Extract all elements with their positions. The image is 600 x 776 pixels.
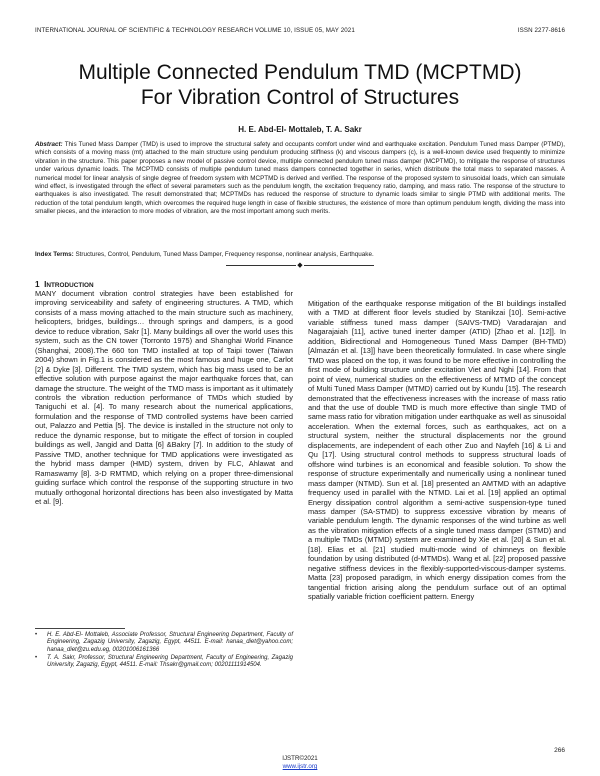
- index-terms: [35, 251, 565, 259]
- issn: ISSN 2277-8616: [517, 27, 565, 34]
- index-terms-label: Index Terms:: [35, 251, 74, 258]
- footnote-text: T. A. Sakr, Professor, Structural Engineering Department, Faculty of Engineering, Zagazig University, Zagazig, Egypt, 44511. E-mail: Thsakr@gmail.com; 00201111914504.: [47, 654, 293, 669]
- separator-line-left: [226, 265, 296, 266]
- title-line-1: Multiple Connected Pendulum TMD (MCPTMD): [78, 61, 522, 84]
- section-title-rest: NTRODUCTION: [46, 282, 94, 289]
- footnote-rule: [35, 628, 125, 629]
- authors: H. E. Abd-El- Mottaleb, T. A. Sakr: [238, 125, 362, 134]
- title-line-2: For Vibration Control of Structures: [140, 86, 460, 109]
- page-footer: [0, 755, 600, 771]
- footnote-item: [35, 632, 293, 654]
- paper-title: [30, 60, 570, 110]
- section-number: 1: [35, 280, 40, 289]
- abstract: [35, 141, 565, 217]
- footnotes: [35, 632, 293, 670]
- section-heading: [35, 280, 94, 289]
- footnote-item: [35, 655, 293, 670]
- footnote-bullet: •: [35, 654, 38, 661]
- body-left-column: MANY document vibration control strategies have been established for improving serviceability and safety of engineering structures. A TMD, which consists of a mass moving attached to the main structure such as machinery, helicopters, bridges, buildings… through springs and dampers, is a good device to reduce vibration, Sakr [1]. Many buildings all over the world uses this system, such as the CN tower (Torronto 1975) and Shanghai World Finance (Shanghai, 2008).The 660 ton TMD installed at top of Taipi tower (Taiwan 2004) shown in Fig.1 is considered as the most famous and huge one, Carlot [2] & Dyke [3]. Different. The TMD system, which has big mass used to be an effective solution with purpose against the major earthquake forces that, can damage the structure. The weight of the TMD mass is important as it ultimately controls the vibration reduction performance of TMDs which studied by Taniguchi et al. [4]. To many research about the numerical applications, formulation and the response of TMD controlled systems have been carried out, Palazzo and Pettia [5]. The device is installed in the structure not only to reduce the dynamic response, but to mitigate the effect of torsion in coupled buildings as well, Jangid and Datta [6] &Bakry [7]. In addition to the study of Passive TMD, another technique for TMD applications were investigated as the hybrid mass damper (HMD) system, driven by FLC, Ahlawat and Ramaswamy [8]. 3-D RMTMD, which relying on a proper three-dimensional guiding surface which control the response of the supporting structure in two mutually orthogonal horizontal directions has been also investigated by Matta et al. [9].: [35, 289, 293, 506]
- index-terms-text: Structures, Control, Pendulum, Tuned Mass Damper, Frequency response, nonlinear analysis, Earthquake.: [75, 251, 374, 258]
- separator-line-right: [304, 265, 374, 266]
- abstract-label: Abstract:: [35, 141, 63, 148]
- footer-copyright: IJSTR©2021: [282, 755, 318, 762]
- footnote-bullet: •: [35, 632, 38, 638]
- journal-name: INTERNATIONAL JOURNAL OF SCIENTIFIC & TECHNOLOGY RESEARCH VOLUME 10, ISSUE 05, MAY 2021: [35, 27, 355, 34]
- running-header: [35, 27, 565, 34]
- section-title-initial: I: [44, 280, 47, 289]
- diamond-icon: ◆: [297, 262, 303, 269]
- footnote-text: H. E. Abd-El- Mottaleb, Associate Professor, Structural Engineering Department, Faculty of Engineering, Zagazig University, Zagazig, Egypt, 44511. E-mail: hanaa_diet@yahoo.com; hanaa_diet@zu.edu.eg, 00201006161366: [47, 632, 293, 653]
- footer-url-link[interactable]: www.ijstr.org: [282, 763, 318, 770]
- abstract-text: This Tuned Mass Damper (TMD) is used to improve the structural safety and occupants comfort under wind and earthquake excitation. Pendulum Tuned mass Damper (PTMD), which consists of a moving mass (mt) attached to the main structure using pendulum producing stiffness (k) and viscous dampers (c), is a well-known device used frequently to minimize vibration in the structure. This paper proposes a new model of passive control device, multiple connected pendulum tuned mass damper (MCPTMD), to mitigate the response of structures under various dynamic loads. The MCPTMD consists of multiple pendulum tuned mass dampers connected together in series, which distribute the total mass to separated masses. A numerical model for linear analysis of single degree of freedom system with MCPTMD is derived and verified. The response of the proposed system to sinusoidal loads, which can simulate wind effect, is investigated through the effect of several parameters such as the pendulum length, the excitation frequency ratio, damping, and mass ratio. The response of the structure to earthquakes is also investigated. The result demonstrated that; MCPTMDs has reduced the response of structure to dynamic loads similar to single PTMD with additional merits. The reduction of the total pendulum length, which overcomes the required huge length in case of flexible structures, the existence of more than optimum pendulum length, dividing the mass into smaller pieces, and the interaction to more modes of vibration, are the most important among such merits.: [35, 141, 566, 216]
- page-number: 266: [554, 747, 565, 754]
- section-separator: [0, 262, 600, 269]
- body-right-column: Mitigation of the earthquake response mitigation of the BI buildings installed with a TMD at different floor levels studied by Stanikzai [10]. Semi-active variable stiffness tuned mass damper (SAIVS-TMD) Varadarajan and Nagarajaiah [11], active tuned inerter damper (ATID) [Zhao et al. [12]]. In addition, Bidirectional and Homogeneous Tuned Mass Damper (BH-TMD) [Almazán et al. [13]] have been theoretically formulated. In case where single TMD was placed on the top, it was found to be more effective in controlling the first mode of building structure under excitation Viet and Nghi [14]. From that point of view, numerical studies on the effectiveness of MTMD of the concept of Multi Tuned Mass Damper (MTMD) carried out by Kundu [15]. The research demonstrated that the effectiveness increases with the increase of mass ratio and that the use of double TMD is much more effective than single TMD of same mass ratio for vibration mitigation under earthquake as well as sinusoidal acceleration. When the external forces, such as earthquakes, act on a structural system, neither the structural displacements nor the ground displacements, are independent of each other Zuo and Nayfeh [16] & Li and Qu [17]. Using structural control methods to suppress structural loads of offshore wind turbines is an economical and feasible solution. To show the response of structure experimentally and numerically using a nonlinear tuned mass damper (NTMD). Sun et al. [18] presented an AMTMD with an adaptive frequency used in parallel with the NTMD. Lai et al. [19] applied an optimal Energy dissipation control algorithm a semi-active suspension-type tuned mass damper (SA-STMD) to suppress excessive vibration by means of variable pendulum length. The dynamic responses of the wind turbine as well as the vibration mitigation effects of a single tuned mass damper (STMD) and a multiple TMDs (MTMD) system are examined by Xie et al. [20] & Sun et al. [18]. Elias et al. [21] studied multi-mode wind of chimneys on flexible foundation by using distributed (d-MTMDs). Wang et al. [22] proposed passive negative stiffness devices in the flexibly-supported-viscous-damper systems. Matta [23] proposed paradigm, in which energy dissipation comes from the tangential friction arising along the pendulum surface out of an optimal spatially variable friction coefficient pattern. Energy: [308, 299, 566, 602]
